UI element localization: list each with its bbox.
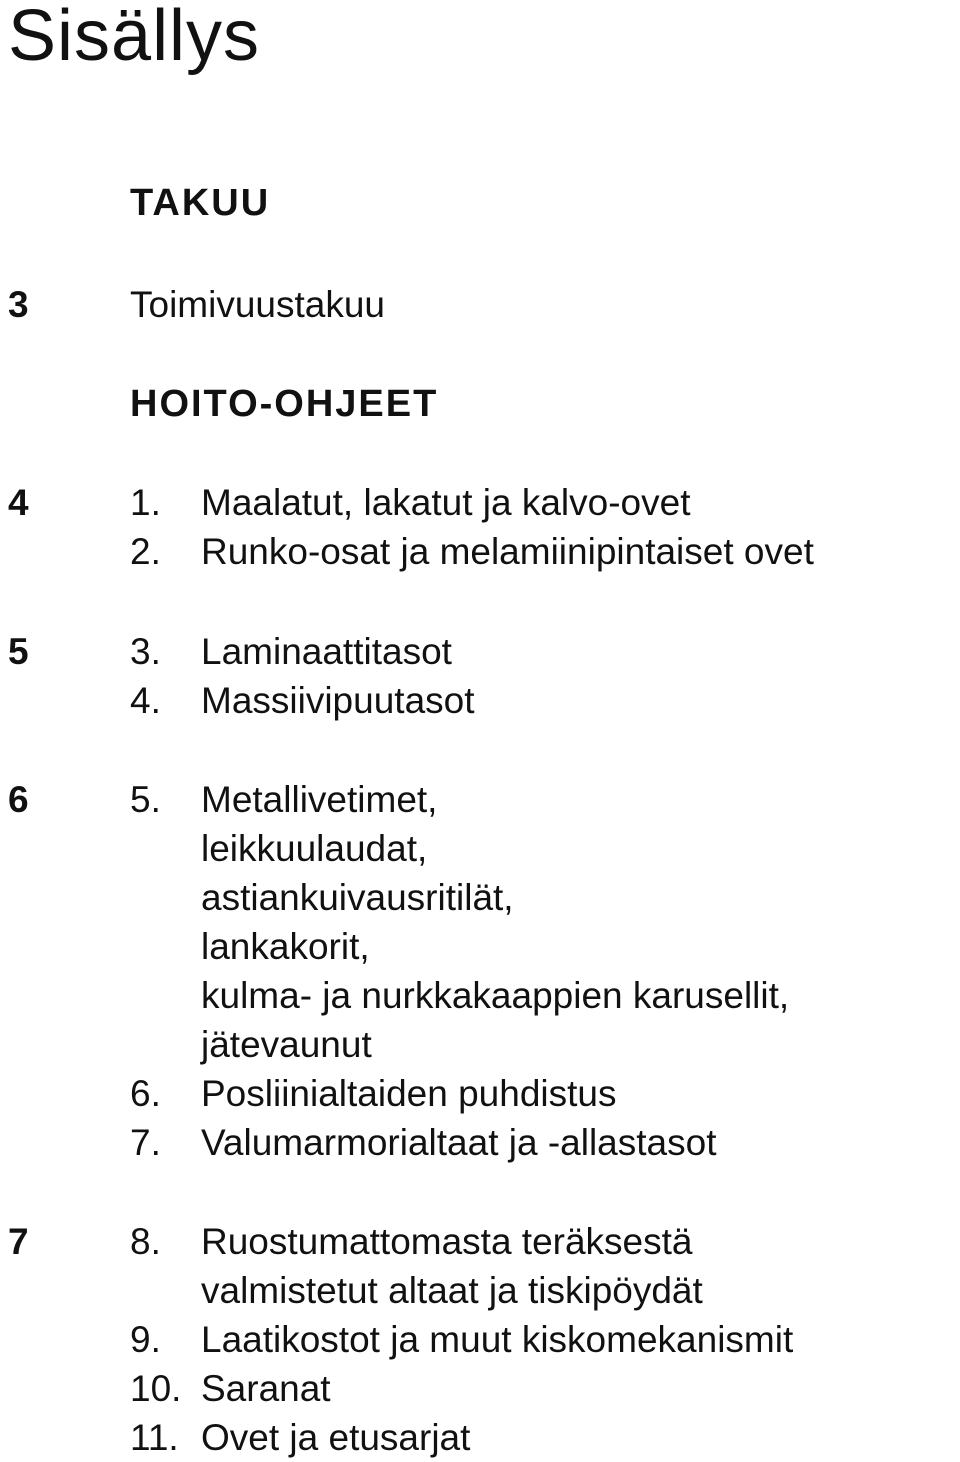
toc-entry-text: valmistetut altaat ja tiskipöydät	[201, 1270, 703, 1311]
toc-entry-text: Saranat	[201, 1368, 331, 1409]
toc-entry-text: astiankuivausritilät,	[201, 877, 514, 918]
page-number: 3	[8, 284, 29, 325]
page-number: 7	[8, 1221, 29, 1262]
section-heading-takuu: TAKUU	[130, 182, 271, 224]
page-number: 4	[8, 482, 29, 523]
toc-entry-text: jätevaunut	[201, 1024, 372, 1065]
page-title: Sisällys	[8, 0, 261, 76]
toc-entry-text: Maalatut, lakatut ja kalvo-ovet	[201, 482, 691, 523]
toc-entry-number: 5.	[130, 779, 161, 820]
toc-entry-text: Valumarmorialtaat ja -allastasot	[201, 1122, 717, 1163]
toc-entry-number: 2.	[130, 531, 161, 572]
toc-entry-number: 11.	[130, 1417, 179, 1458]
toc-entry-text: Ovet ja etusarjat	[201, 1417, 471, 1458]
page-number: 5	[8, 631, 29, 672]
toc-entry-number: 1.	[130, 482, 161, 523]
toc-entry-text: Laatikostot ja muut kiskomekanismit	[201, 1319, 794, 1360]
toc-entry-number: 6.	[130, 1073, 161, 1114]
toc-entry-text: Massiivipuutasot	[201, 680, 475, 721]
toc-entry-text: Posliinialtaiden puhdistus	[201, 1073, 617, 1114]
toc-entry-text: leikkuulaudat,	[201, 828, 428, 869]
toc-entry-text: Runko-osat ja melamiinipintaiset ovet	[201, 531, 814, 572]
page-number: 6	[8, 779, 29, 820]
toc-entry-text: kulma- ja nurkkakaappien karusellit,	[201, 975, 790, 1016]
toc-entry-number: 4.	[130, 680, 161, 721]
section-heading-hoito-ohjeet: HOITO-OHJEET	[130, 383, 439, 425]
toc-entry-number: 10.	[130, 1368, 182, 1409]
toc-entry-text: Ruostumattomasta teräksestä	[201, 1221, 693, 1262]
toc-entry-number: 3.	[130, 631, 161, 672]
toc-entry-text: Metallivetimet,	[201, 779, 438, 820]
toc-entry-text: Toimivuustakuu	[130, 284, 386, 325]
toc-entry-text: lankakorit,	[201, 926, 370, 967]
toc-entry-number: 8.	[130, 1221, 161, 1262]
toc-entry-number: 9.	[130, 1319, 161, 1360]
toc-entry-number: 7.	[130, 1122, 161, 1163]
toc-entry-text: Laminaattitasot	[201, 631, 452, 672]
